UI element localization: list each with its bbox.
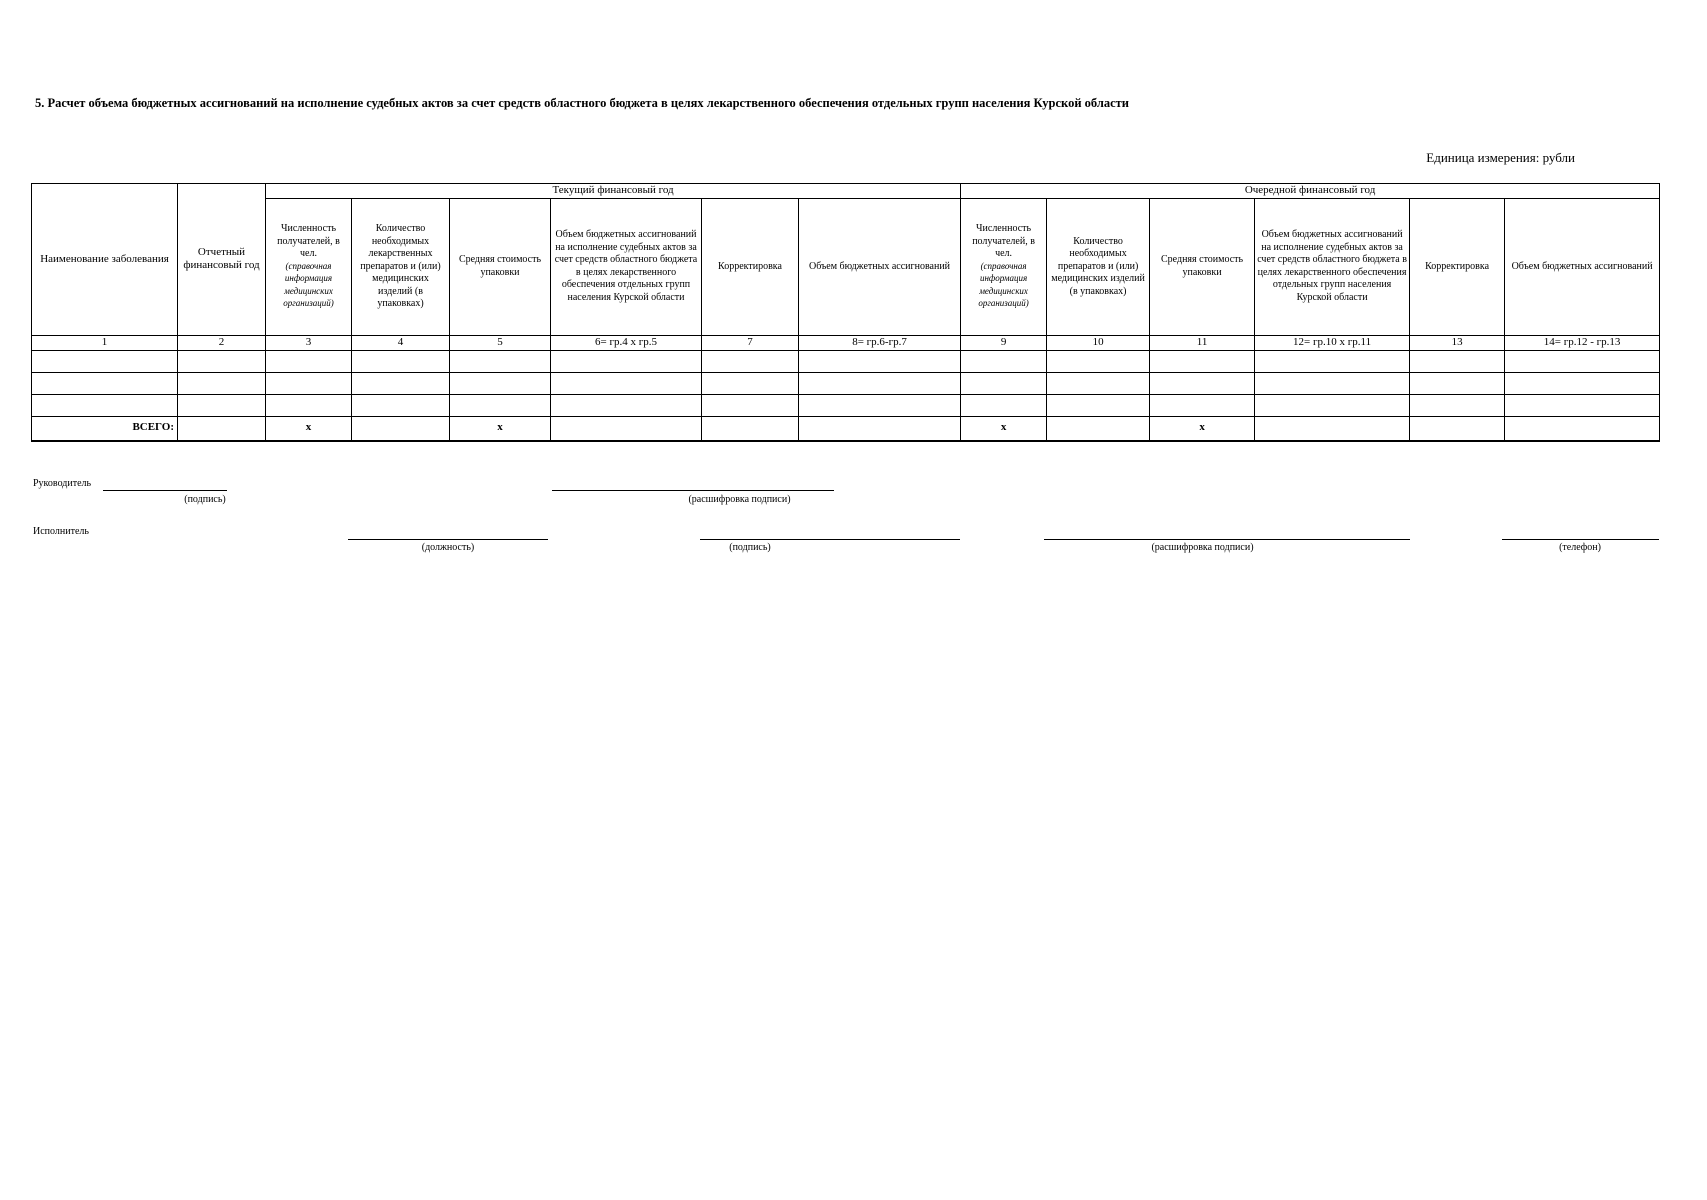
head-name-line <box>552 490 834 491</box>
column-numbers-row <box>32 335 1660 350</box>
column-number: 6= гр.4 х гр.5 <box>551 335 702 350</box>
header-disease-name: Наименование заболевания <box>32 184 178 336</box>
column-number: 3 <box>266 335 352 350</box>
x-mark: x <box>450 416 551 441</box>
column-number: 12= гр.10 х гр.11 <box>1255 335 1410 350</box>
executor-name-line <box>1044 539 1410 540</box>
x-mark: x <box>1150 416 1255 441</box>
table-row <box>32 350 1660 372</box>
header-correction: Корректировка <box>702 198 799 335</box>
head-label: Руководитель <box>33 478 92 489</box>
header-recipients: Численность получателей, в чел. (справочная информация медицинских организаций) <box>266 198 352 335</box>
header-volume-courts-next: Объем бюджетных ассигнований на исполнение судебных актов за счет средств областного бюджета в целях лекарственного обеспечения отдельных групп населения Курской области <box>1255 198 1410 335</box>
header-recipients-next-note: (справочная информация медицинских организаций) <box>978 260 1029 308</box>
total-label: ВСЕГО: <box>32 416 178 441</box>
column-number: 13 <box>1410 335 1505 350</box>
header-current-year: Текущий финансовый год <box>266 184 961 199</box>
header-volume: Объем бюджетных ассигнований <box>799 198 961 335</box>
head-signature-caption: (подпись) <box>184 494 226 505</box>
column-number: 7 <box>702 335 799 350</box>
column-number: 9 <box>961 335 1047 350</box>
column-number: 10 <box>1047 335 1150 350</box>
header-volume-courts: Объем бюджетных ассигнований на исполнение судебных актов за счет средств областного бюджета в целях лекарственного обеспечения отдельных групп населения Курской области <box>551 198 702 335</box>
x-mark: x <box>266 416 352 441</box>
executor-position-line <box>348 539 548 540</box>
column-number: 4 <box>352 335 450 350</box>
executor-signature-caption: (подпись) <box>729 542 771 553</box>
header-correction-next: Корректировка <box>1410 198 1505 335</box>
header-reporting-year: Отчетный финансовый год <box>178 184 266 336</box>
column-number: 2 <box>178 335 266 350</box>
header-volume-next: Объем бюджетных ассигнований <box>1505 198 1660 335</box>
executor-signature-line <box>700 539 960 540</box>
budget-table <box>31 183 1660 442</box>
head-signature-line <box>103 490 227 491</box>
header-quantity-next: Количество необходимых препаратов и (или) медицинских изделий (в упаковках) <box>1047 198 1150 335</box>
head-name-caption: (расшифровка подписи) <box>688 494 791 505</box>
header-quantity: Количество необходимых лекарственных препаратов и (или) медицинских изделий (в упаковках) <box>352 198 450 335</box>
column-number: 14= гр.12 - гр.13 <box>1505 335 1660 350</box>
x-mark: x <box>961 416 1047 441</box>
executor-name-caption: (расшифровка подписи) <box>1151 542 1254 553</box>
header-recipients-next: Численность получателей, в чел. (справочная информация медицинских организаций) <box>961 198 1047 335</box>
document-title: 5. Расчет объема бюджетных ассигнований на исполнение судебных актов за счет средств областного бюджета в целях лекарственного обеспечения отдельных групп населения Курской области <box>35 96 1129 110</box>
column-number: 8= гр.6-гр.7 <box>799 335 961 350</box>
unit-of-measure: Единица измерения: рубли <box>1426 150 1575 165</box>
executor-label: Исполнитель <box>33 526 89 537</box>
column-number: 11 <box>1150 335 1255 350</box>
executor-phone-caption: (телефон) <box>1559 542 1601 553</box>
table-row <box>32 394 1660 416</box>
header-recipients-note: (справочная информация медицинских организаций) <box>283 260 334 308</box>
column-number: 5 <box>450 335 551 350</box>
header-avg-cost-next: Средняя стоимость упаковки <box>1150 198 1255 335</box>
executor-position-caption: (должность) <box>421 542 475 553</box>
executor-phone-line <box>1502 539 1659 540</box>
total-row <box>32 416 1660 441</box>
column-number: 1 <box>32 335 178 350</box>
table-row <box>32 372 1660 394</box>
header-avg-cost: Средняя стоимость упаковки <box>450 198 551 335</box>
header-next-year: Очередной финансовый год <box>961 184 1660 199</box>
